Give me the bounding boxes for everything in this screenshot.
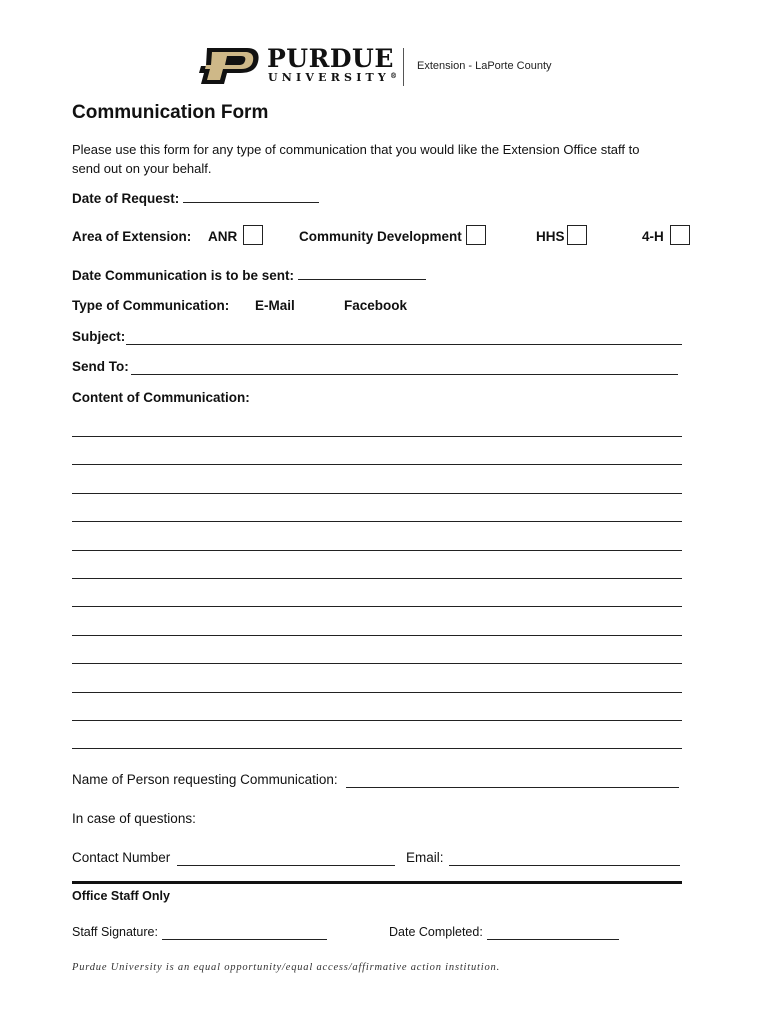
intro-line-2: send out on your behalf. [72,161,212,176]
content-line [72,436,682,437]
area-option-4h: 4-H [642,229,664,244]
content-line [72,521,682,522]
date-of-request-label: Date of Request: [72,191,180,206]
purdue-logo [195,46,415,86]
subject-field[interactable] [126,344,682,345]
university-name: PURDUE [267,44,394,73]
office-heading: Office Staff Only [72,889,170,903]
date-completed-label: Date Completed: [389,925,483,939]
type-option-email[interactable]: E-Mail [255,298,295,313]
send-to-field[interactable] [131,374,678,375]
purdue-p-icon [195,46,261,86]
intro-line-1: Please use this form for any type of communication that you would like the Extension Office staff to [72,142,640,157]
staff-signature-field[interactable] [162,939,327,940]
requester-field[interactable] [346,787,679,788]
date-sent-row [72,267,426,283]
content-line [72,493,682,494]
email-field[interactable] [449,865,680,866]
content-line [72,550,682,551]
area-option-community-development: Community Development [299,229,462,244]
content-line [72,635,682,636]
hhs-checkbox[interactable] [567,225,587,245]
date-of-request-row [72,190,319,206]
4h-checkbox[interactable] [670,225,690,245]
content-label: Content of Communication: [72,390,250,405]
contact-number-field[interactable] [177,865,395,866]
area-option-anr: ANR [208,229,238,244]
registered-mark: ® [389,71,397,80]
university-sub [268,71,397,84]
header-divider [403,48,404,86]
content-line [72,692,682,693]
office-divider [72,881,682,884]
content-line [72,578,682,579]
type-option-facebook[interactable]: Facebook [344,298,408,313]
contact-number-label: Contact Number [72,850,171,865]
content-area[interactable] [72,425,682,755]
community-development-checkbox[interactable] [466,225,486,245]
date-sent-label: Date Communication is to be sent: [72,268,295,283]
department-name: Extension - LaPorte County [417,60,552,72]
questions-label: In case of questions: [72,811,196,826]
area-option-hhs: HHS [536,229,565,244]
date-sent-field[interactable] [298,267,426,280]
content-line [72,748,682,749]
type-of-communication-label: Type of Communication: [72,298,230,313]
anr-checkbox[interactable] [243,225,263,245]
content-line [72,663,682,664]
send-to-label: Send To: [72,359,129,374]
university-sub-text: UNIVERSITY [268,71,390,84]
subject-label: Subject: [72,329,126,344]
date-of-request-field[interactable] [183,190,319,203]
content-line [72,720,682,721]
area-of-extension-label: Area of Extension: [72,229,192,244]
equal-opportunity-statement: Purdue University is an equal opportunity/equal access/affirmative action institution. [72,962,500,973]
content-line [72,464,682,465]
staff-signature-label: Staff Signature: [72,925,158,939]
date-completed-field[interactable] [487,939,619,940]
requester-label: Name of Person requesting Communication: [72,772,338,787]
form-title: Communication Form [72,102,269,123]
content-line [72,606,682,607]
email-label: Email: [406,850,444,865]
